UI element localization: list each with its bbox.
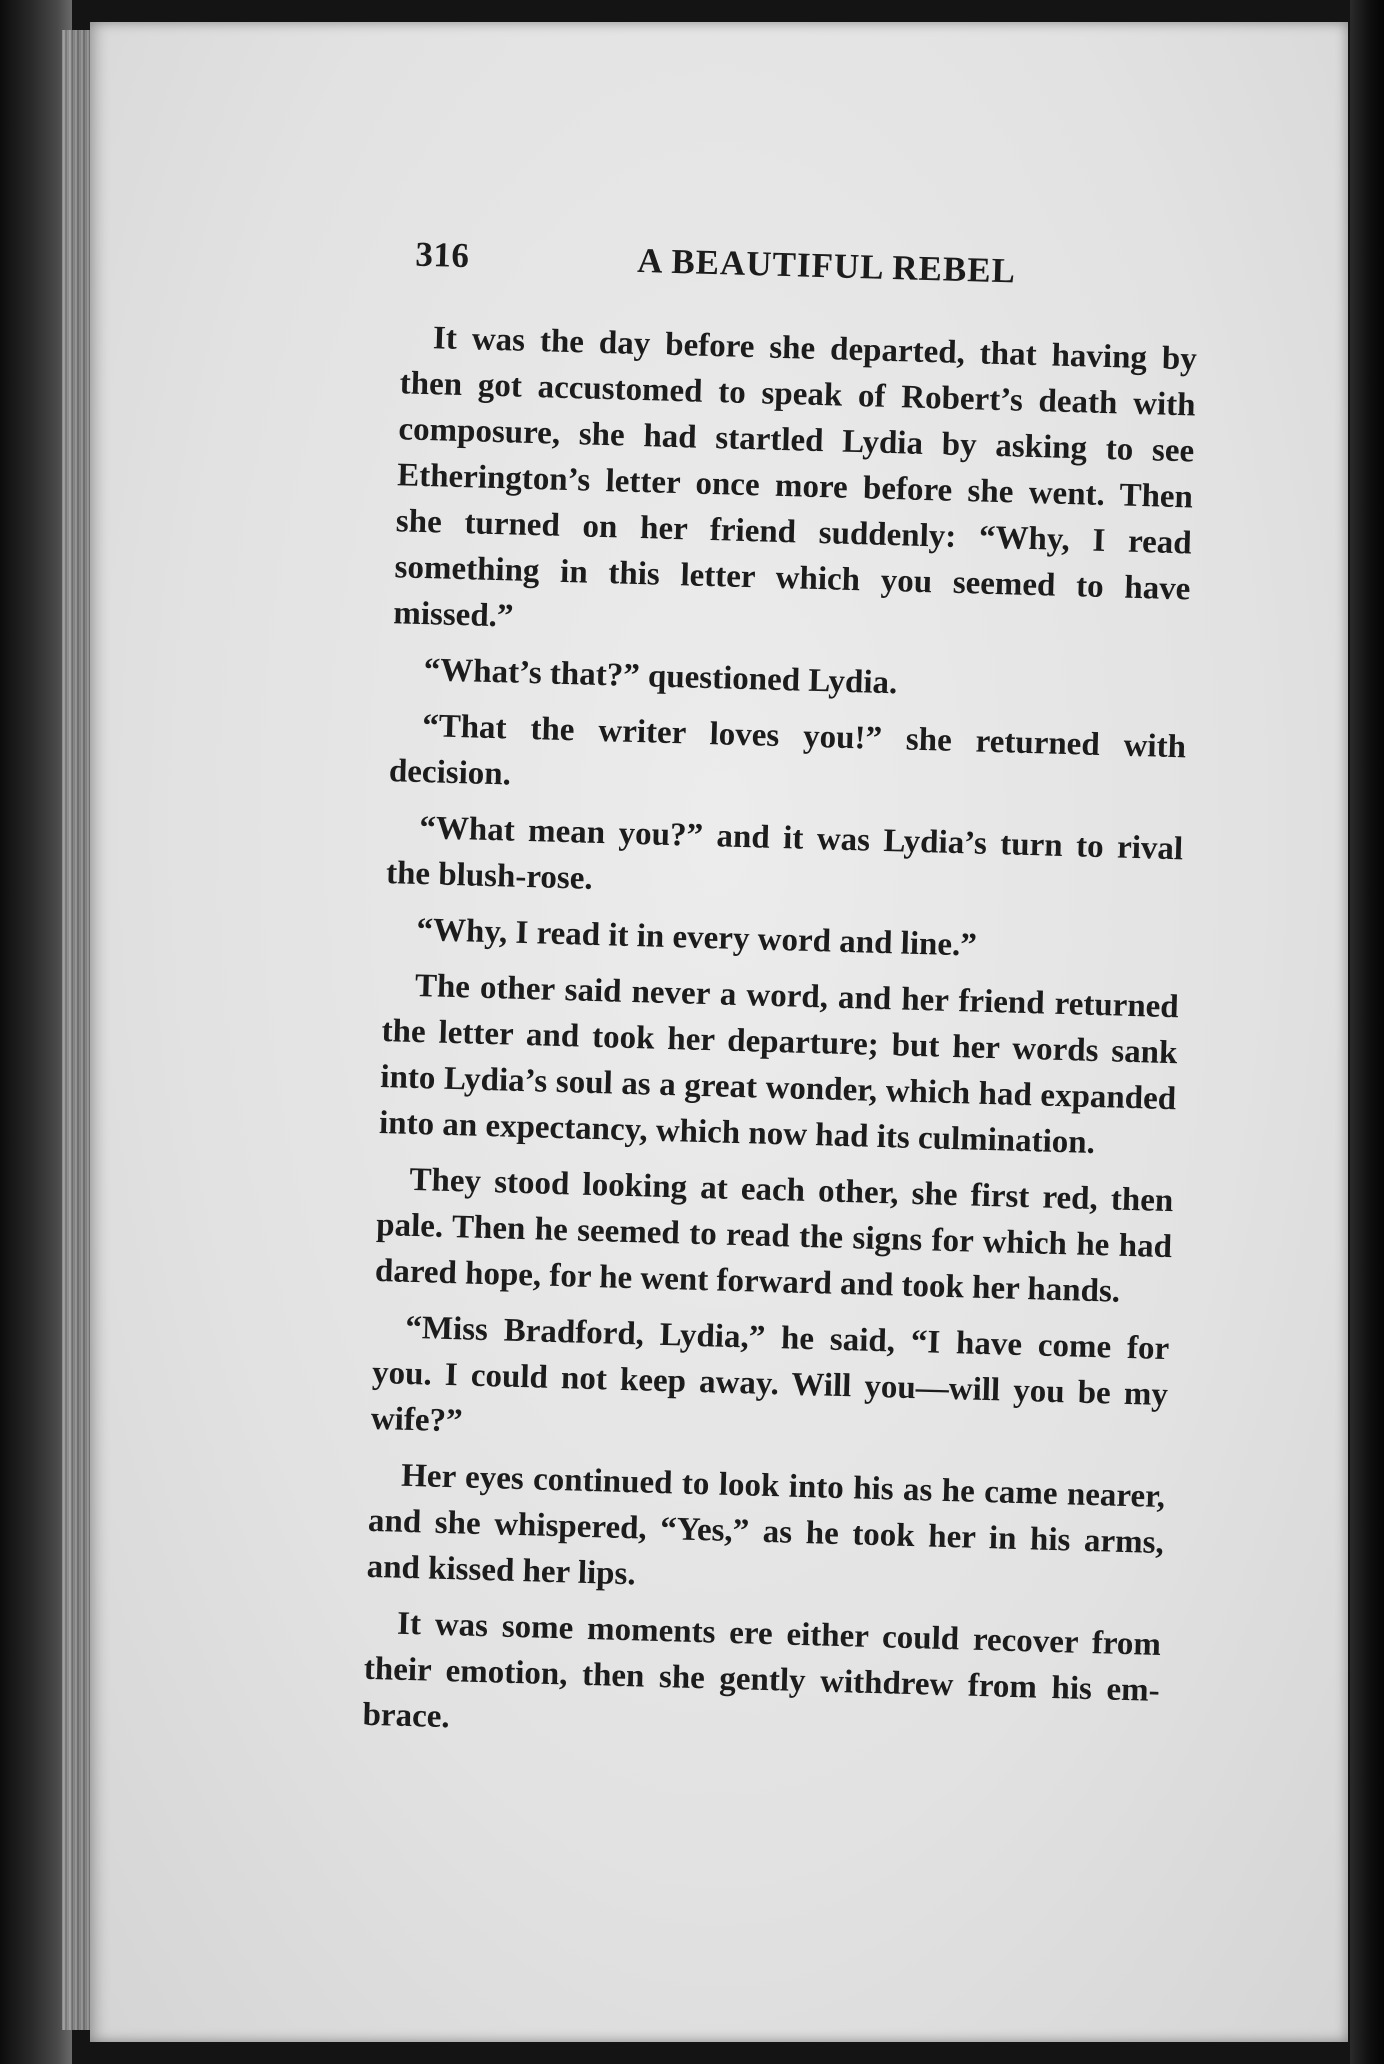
- body-text: [278, 312, 1197, 1760]
- paragraph: Her eyes continued to look into his as he came nearer, and she whispered, “Yes,” as he took her in his arms, and kissed her lips.: [366, 1457, 1166, 1593]
- page-number: 316: [414, 234, 470, 276]
- paragraph: “That the writer loves you!” she returned with decision.: [388, 708, 1187, 793]
- paragraph: It was the day before she departed, that having by then got accustomed to speak of Robert’s death with composure, she had startled Lydia by asking to see Etherington’s letter once more before she went. Then she turned on her friend suddenly: “Why, I read something in this letter which you seemed to have missed.”: [392, 320, 1198, 635]
- paragraph: “Why, I read it in every word and line.”: [416, 911, 978, 964]
- paragraph: “What mean you?” and it was Lydia’s turn to rival the blush-rose.: [385, 810, 1184, 897]
- book-page: [90, 22, 1348, 2042]
- paragraph: It was some moments ere either could recover from their emotion, then she gently withdrew from his embrace.: [362, 1605, 1162, 1736]
- running-title: A BEAUTIFUL REBEL: [636, 240, 1017, 291]
- paragraph: “What’s that?” questioned Lydia.: [423, 652, 898, 702]
- page-header: [318, 232, 1199, 317]
- paragraph: The other said never a word, and her friend returned the letter and took her departure; but her words sank into Lydia’s soul as a great wonder, which had expanded into an expectancy, which now had its culmination.: [378, 967, 1180, 1161]
- paragraph: They stood looking at each other, she first red, then pale. Then he seemed to read the signs for which he had dared hope, for he went forward and took her hands.: [374, 1161, 1174, 1310]
- page-content: [278, 232, 1200, 1770]
- facing-page-edge: [1350, 0, 1384, 2064]
- paragraph: “Miss Bradford, Lydia,” he said, “I have come for you. I could not keep away. Will you—will you be my wife?”: [370, 1309, 1170, 1440]
